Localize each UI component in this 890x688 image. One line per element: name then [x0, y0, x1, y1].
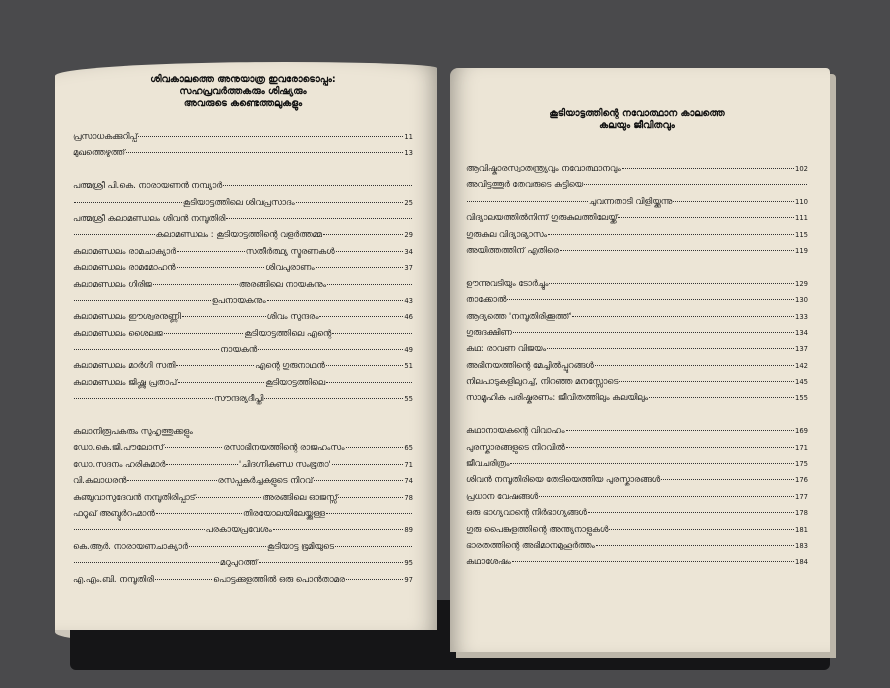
- dot-leader: [165, 447, 223, 448]
- toc-section-gap: [73, 161, 413, 177]
- toc-entry-title: പ്രധാന വേഷങ്ങൾ: [466, 490, 539, 501]
- toc-entry-subtitle: ഉപനായകനും: [211, 294, 266, 305]
- toc-page-number: 183: [795, 541, 808, 550]
- toc-entry: [466, 275, 808, 291]
- toc-page-number: 119: [795, 246, 808, 255]
- toc-entry-title: ഗുരു പൈങ്കുളത്തിന്റെ അന്ത്യനാളുകൾ: [466, 523, 609, 534]
- toc-entry: [466, 521, 808, 537]
- toc-entry: [466, 488, 808, 504]
- toc-entry-title: എ.എം.ബി. നമ്പൂതിരി: [73, 573, 154, 584]
- toc-entry: [466, 291, 808, 307]
- dot-leader: [332, 333, 412, 334]
- dot-leader: [74, 234, 155, 235]
- toc-entry-title: അഭിനയത്തിന്റെ മേച്ചിൽപ്പുറങ്ങൾ: [466, 359, 594, 370]
- toc-entry: [466, 324, 808, 340]
- dot-leader: [126, 152, 403, 153]
- toc-entry-title: ഒരു ഭാഗ്യവാന്റെ നിർഭാഗ്യങ്ങൾ: [466, 507, 587, 518]
- dot-leader: [566, 447, 794, 448]
- left-page: [55, 62, 437, 630]
- toc-entry-subtitle: സതീർത്ഥ്യ സ്മരണകൾ: [245, 245, 335, 256]
- dot-leader: [182, 316, 266, 317]
- dot-leader: [223, 185, 412, 186]
- toc-page-number: 178: [795, 509, 808, 518]
- toc-entry-subtitle: കൂടിയാട്ടത്തിലെ എന്റെ: [244, 327, 332, 338]
- dot-leader: [164, 333, 244, 334]
- toc-page-number: 51: [404, 362, 414, 371]
- left-title-line: അവരുടെ കണ്ടെത്തലുകളും: [183, 98, 303, 109]
- toc-entry: [73, 505, 413, 521]
- toc-entry-subtitle: കലാമണ്ഡലം : കൂടിയാട്ടത്തിന്റെ വളർത്തമ്മ: [155, 229, 322, 240]
- toc-entry-subtitle: അരങ്ങിലെ ഓജസ്സ്: [262, 491, 338, 502]
- toc-entry-subtitle: ശിവം സുന്ദരം: [266, 311, 319, 322]
- toc-entry: [466, 389, 808, 405]
- dot-leader: [74, 349, 219, 350]
- dot-leader: [507, 299, 794, 300]
- toc-entry-subtitle: കൂടിയാട്ടത്തിലെ: [265, 376, 326, 387]
- toc-entry: [466, 553, 808, 569]
- toc-page-number: 137: [795, 345, 808, 354]
- toc-page-number: 78: [404, 493, 413, 502]
- dot-leader: [326, 513, 412, 514]
- toc-page-number: 95: [404, 559, 413, 568]
- dot-leader: [177, 267, 265, 268]
- toc-entry: [73, 259, 413, 275]
- toc-page-number: 175: [795, 460, 808, 469]
- dot-leader: [596, 545, 794, 546]
- toc-entry-title: അവിട്ടത്തൂർ തേവരുടെ കുട്ടിയെ: [466, 179, 584, 190]
- dot-leader: [560, 250, 794, 251]
- toc-entry-title: കലാമണ്ഡലം രാമമോഹൻ: [73, 262, 176, 273]
- toc-entry: [73, 128, 413, 144]
- toc-entry: [466, 439, 808, 455]
- toc-page-number: 111: [795, 214, 808, 223]
- toc-entry: [73, 472, 413, 488]
- toc-page-number: 11: [404, 133, 413, 141]
- toc-entry-title: ഗുരുകുല വിദ്യാഭ്യാസം: [466, 228, 548, 239]
- toc-page-number: 46: [404, 313, 413, 322]
- dot-leader: [127, 480, 216, 481]
- toc-page-number: 43: [404, 296, 414, 305]
- toc-entry-title: കലാമണ്ഡലം ജിഷ്ണു പ്രതാപ്: [73, 376, 178, 387]
- toc-entry-title: പുരസ്കാരങ്ങളുടെ നിറവിൽ: [466, 441, 565, 452]
- dot-leader: [588, 512, 794, 513]
- left-title-line: ശിവകാലത്തെ അനുയാത്ര ഇവരോടൊപ്പം:: [150, 74, 336, 85]
- toc-entry-title: ഭാരതത്തിന്റെ അഭിമാനമുഹൂർത്തം: [466, 539, 595, 550]
- dot-leader: [267, 300, 404, 301]
- toc-entry: [73, 423, 413, 439]
- dot-leader: [74, 562, 219, 563]
- dot-leader: [258, 349, 403, 350]
- dot-leader: [156, 513, 242, 514]
- toc-page-number: 155: [795, 394, 808, 403]
- toc-entry-title: കലാമണ്ഡലം ഈശ്വരനുണ്ണി: [73, 311, 181, 322]
- toc-entry-title: സാമൂഹിക പരിഷ്കരണം: ജീവിതത്തിലും കലയിലും: [466, 392, 649, 403]
- toc-page-number: 129: [795, 279, 808, 288]
- dot-leader: [323, 234, 404, 235]
- dot-leader: [572, 316, 794, 317]
- toc-page-number: 171: [795, 443, 808, 452]
- dot-leader: [547, 348, 794, 349]
- toc-entry: [466, 455, 808, 471]
- toc-page-number: 65: [404, 444, 413, 453]
- toc-section-gap: [466, 406, 808, 422]
- toc-page-number: 133: [795, 312, 808, 321]
- toc-page-number: 25: [404, 198, 414, 207]
- toc-entry: [73, 489, 413, 505]
- toc-page-number: 89: [404, 526, 413, 535]
- toc-page-number: 49: [404, 346, 414, 355]
- dot-leader: [327, 284, 412, 285]
- dot-leader: [155, 579, 212, 580]
- toc-entry-subtitle: അരങ്ങിലെ നായകനും: [238, 278, 327, 289]
- toc-entry-subtitle: എന്റെ ഗുരുനാഥൻ: [255, 360, 325, 371]
- left-toc-list: [73, 128, 413, 587]
- toc-entry: [466, 504, 808, 520]
- dot-leader: [513, 332, 794, 333]
- dot-leader: [548, 234, 794, 235]
- dot-leader: [74, 529, 205, 530]
- dot-leader: [314, 480, 403, 481]
- toc-entry: [73, 538, 413, 554]
- dot-leader: [335, 546, 412, 547]
- toc-entry-subtitle: രസപ്പകർച്ചകളുടെ നിറവ്: [217, 475, 314, 486]
- toc-entry-title: ശിവൻ നമ്പൂതിരിയെ തേടിയെത്തിയ പുരസ്കാരങ്ങൾ: [466, 474, 661, 485]
- toc-entry: [73, 292, 413, 308]
- dot-leader: [566, 430, 794, 431]
- dot-leader: [138, 136, 403, 137]
- dot-leader: [661, 479, 794, 480]
- dot-leader: [176, 365, 254, 366]
- dot-leader: [296, 202, 404, 203]
- dot-leader: [326, 382, 412, 383]
- toc-page-number: 34: [404, 247, 414, 256]
- dot-leader: [618, 217, 794, 218]
- toc-entry-subtitle: പൊട്ടക്കുളത്തിൽ ഒരു പൊൻതാമര: [213, 573, 345, 584]
- toc-section-gap: [466, 258, 808, 274]
- toc-entry-title: ഡോ.സദനം ഹരികുമാർ: [73, 458, 166, 469]
- toc-entry: [73, 226, 413, 242]
- toc-entry: [73, 308, 413, 324]
- toc-entry: [466, 308, 808, 324]
- toc-entry: [73, 210, 413, 226]
- toc-entry-title: ഗുരുദക്ഷിണ: [466, 326, 512, 337]
- toc-entry: [73, 439, 413, 455]
- toc-page-number: 142: [795, 361, 808, 370]
- dot-leader: [512, 561, 794, 562]
- toc-entry: [466, 209, 808, 225]
- dot-leader: [619, 381, 794, 382]
- toc-entry-title: കലാമണ്ഡലം രാമചാക്യാർ: [73, 245, 176, 256]
- toc-entry-subtitle: ശിവപുരാണം: [265, 262, 315, 273]
- dot-leader: [332, 464, 404, 465]
- toc-entry-title: പത്മശ്രീ പി.കെ. നാരായണൻ നമ്പ്യാർ: [73, 180, 223, 191]
- toc-entry-title: ഫറൂഖ് അബ്ദുർറഹ്മാൻ: [73, 507, 155, 518]
- dot-leader: [226, 218, 412, 219]
- right-title-line: കൂടിയാട്ടത്തിന്റെ നവോത്ഥാന കാലത്തെ: [549, 108, 725, 119]
- toc-entry: [466, 242, 808, 258]
- toc-entry: [73, 374, 413, 390]
- toc-entry-title: മുഖത്തെഴുത്ത്: [73, 147, 125, 158]
- dot-leader: [346, 579, 403, 580]
- toc-entry-subtitle: കൂടിയാട്ടത്തിലെ ശിവപ്രസാദം: [182, 196, 295, 207]
- dot-leader: [326, 365, 404, 366]
- toc-entry: [73, 177, 413, 193]
- toc-entry: [466, 471, 808, 487]
- toc-entry: [73, 341, 413, 357]
- toc-entry-title: കുഞ്ചുവാസുദേവൻ നമ്പൂതിരിപ്പാട്: [73, 491, 196, 502]
- toc-entry: [73, 243, 413, 259]
- dot-leader: [319, 316, 403, 317]
- dot-leader: [510, 463, 794, 464]
- toc-entry-title: വിദ്യാലയത്തിൽനിന്ന് ഗുരുകുലത്തിലേയ്ക്ക്: [466, 212, 618, 223]
- dot-leader: [153, 284, 238, 285]
- right-title-line: കലയും ജീവിതവും: [599, 120, 675, 131]
- right-toc-list: [466, 160, 808, 570]
- toc-entry-title: വി.കലാധരൻ: [73, 475, 127, 486]
- dot-leader: [622, 168, 794, 169]
- right-page-title: [466, 108, 808, 132]
- toc-page-number: 102: [795, 165, 808, 173]
- toc-entry-subtitle: കൂടിയാട്ട ഭൂമിയുടെ: [266, 540, 334, 551]
- toc-entry-subtitle: 'ചിദഗ്നികുണ്ഡ സംഭൂതാ': [238, 458, 331, 469]
- dot-leader: [259, 562, 404, 563]
- toc-entry-subtitle: നായകൻ: [220, 344, 258, 355]
- toc-page-number: 74: [404, 477, 413, 486]
- toc-entry: [73, 325, 413, 341]
- dot-leader: [74, 300, 211, 301]
- dot-leader: [584, 184, 807, 185]
- toc-entry: [73, 456, 413, 472]
- toc-page-number: 29: [404, 231, 413, 240]
- dot-leader: [264, 398, 403, 399]
- toc-entry: [73, 521, 413, 537]
- toc-entry-subtitle: മറുപുറത്ത്: [219, 557, 258, 568]
- toc-entry: [466, 193, 808, 209]
- toc-page-number: 110: [795, 197, 809, 206]
- toc-page-number: 184: [795, 558, 808, 567]
- toc-entry-subtitle: തിരയോലയിലേയ്ക്കുള്ള: [243, 507, 325, 518]
- toc-entry-title: പ്രസാധകക്കുറിപ്പ്: [73, 131, 138, 141]
- toc-entry-title: ഡോ.കെ.ജി.പൗലോസ്: [73, 442, 164, 453]
- toc-entry: [466, 373, 808, 389]
- toc-page-number: 177: [795, 492, 808, 501]
- toc-entry-title: ആദ്യത്തെ 'നമ്പൂതിരിക്കൂത്ത്': [466, 310, 572, 321]
- toc-entry-title: താക്കോൽ: [466, 294, 507, 305]
- toc-entry-title: ജീവചരിത്രം: [466, 458, 510, 469]
- dot-leader: [316, 267, 404, 268]
- toc-entry-subtitle: സൗന്ദര്യദീപ്തി: [214, 393, 264, 404]
- toc-page-number: 169: [795, 427, 808, 436]
- dot-leader: [273, 529, 404, 530]
- dot-leader: [177, 251, 245, 252]
- dot-leader: [74, 202, 182, 203]
- toc-entry-title: ഊന്നുവടിയും ടോർച്ചും: [466, 277, 549, 288]
- toc-entry-title: അയിത്തത്തിന് എതിരെ: [466, 244, 559, 255]
- toc-entry-title: കഥാനായകന്റെ വിവാഹം: [466, 425, 565, 436]
- toc-page-number: 145: [795, 378, 808, 387]
- dot-leader: [539, 496, 794, 497]
- toc-entry-title: പത്മശ്രീ കലാമണ്ഡലം ശിവൻ നമ്പൂതിരി: [73, 212, 226, 223]
- toc-entry: [73, 571, 413, 587]
- dot-leader: [549, 283, 794, 284]
- toc-entry: [466, 422, 808, 438]
- right-page: [450, 68, 830, 652]
- toc-entry-title: നിലപാടുകളിലുറച്ച്, നിറഞ്ഞ മനസ്സോടെ: [466, 376, 619, 387]
- toc-entry: [466, 226, 808, 242]
- toc-entry-title: ആവിഷ്കാരസ്വാതന്ത്ര്യവും നവോത്ഥാനവും: [466, 163, 621, 173]
- toc-entry: [466, 176, 808, 192]
- dot-leader: [338, 497, 403, 498]
- toc-page-number: 181: [795, 525, 808, 534]
- dot-leader: [649, 397, 794, 398]
- toc-page-number: 134: [795, 328, 808, 337]
- toc-entry: [73, 554, 413, 570]
- toc-entry-title: കലാമണ്ഡലം മാർഗി സതി: [73, 360, 176, 371]
- dot-leader: [346, 447, 404, 448]
- toc-page-number: 71: [404, 460, 413, 469]
- toc-entry: [466, 160, 808, 176]
- toc-entry-title: കലാമണ്ഡലം ശൈലജ: [73, 327, 163, 338]
- toc-section-gap: [73, 407, 413, 423]
- toc-entry-title: കഥ: രാവണ വിജയം: [466, 343, 547, 354]
- toc-page-number: 37: [404, 264, 414, 273]
- left-title-line: സഹപ്രവർത്തകരും ശിഷ്യരും: [179, 86, 307, 97]
- toc-entry-title: കലാമണ്ഡലം ഗിരിജ: [73, 278, 152, 289]
- toc-entry-title: കഥാശേഷം: [466, 556, 511, 567]
- dot-leader: [189, 546, 266, 547]
- toc-page-number: 13: [404, 149, 413, 158]
- dot-leader: [196, 497, 261, 498]
- toc-entry: [466, 340, 808, 356]
- dot-leader: [609, 529, 794, 530]
- dot-leader: [673, 201, 794, 202]
- dot-leader: [467, 201, 588, 202]
- toc-entry-subtitle: ചുവന്നതാടി വിളിയ്ക്കുന്നു: [588, 195, 673, 206]
- toc-entry: [466, 537, 808, 553]
- dot-leader: [595, 365, 794, 366]
- toc-page-number: 176: [795, 476, 808, 485]
- toc-page-number: 130: [795, 296, 808, 305]
- toc-entry: [73, 276, 413, 292]
- toc-entry: [466, 357, 808, 373]
- dot-leader: [74, 398, 213, 399]
- toc-entry-title: കെ.ആർ. നാരായണചാക്യാർ: [73, 540, 188, 551]
- toc-entry: [73, 390, 413, 406]
- dot-leader: [166, 464, 238, 465]
- toc-entry-subtitle: പരകായപ്രവേശം: [205, 524, 272, 535]
- toc-page-number: 115: [795, 230, 808, 239]
- dot-leader: [336, 251, 404, 252]
- dot-leader: [178, 382, 264, 383]
- left-page-title: [73, 74, 413, 110]
- toc-entry: [73, 144, 413, 160]
- toc-page-number: 97: [404, 575, 413, 584]
- toc-entry: [73, 357, 413, 373]
- toc-entry-title: കലാനിരൂപകരും സുഹൃത്തുക്കളും: [73, 426, 193, 437]
- toc-page-number: 55: [404, 395, 414, 404]
- toc-entry: [73, 194, 413, 210]
- toc-entry-subtitle: രസാഭിനയത്തിന്റെ രാജഹംസം: [223, 442, 345, 453]
